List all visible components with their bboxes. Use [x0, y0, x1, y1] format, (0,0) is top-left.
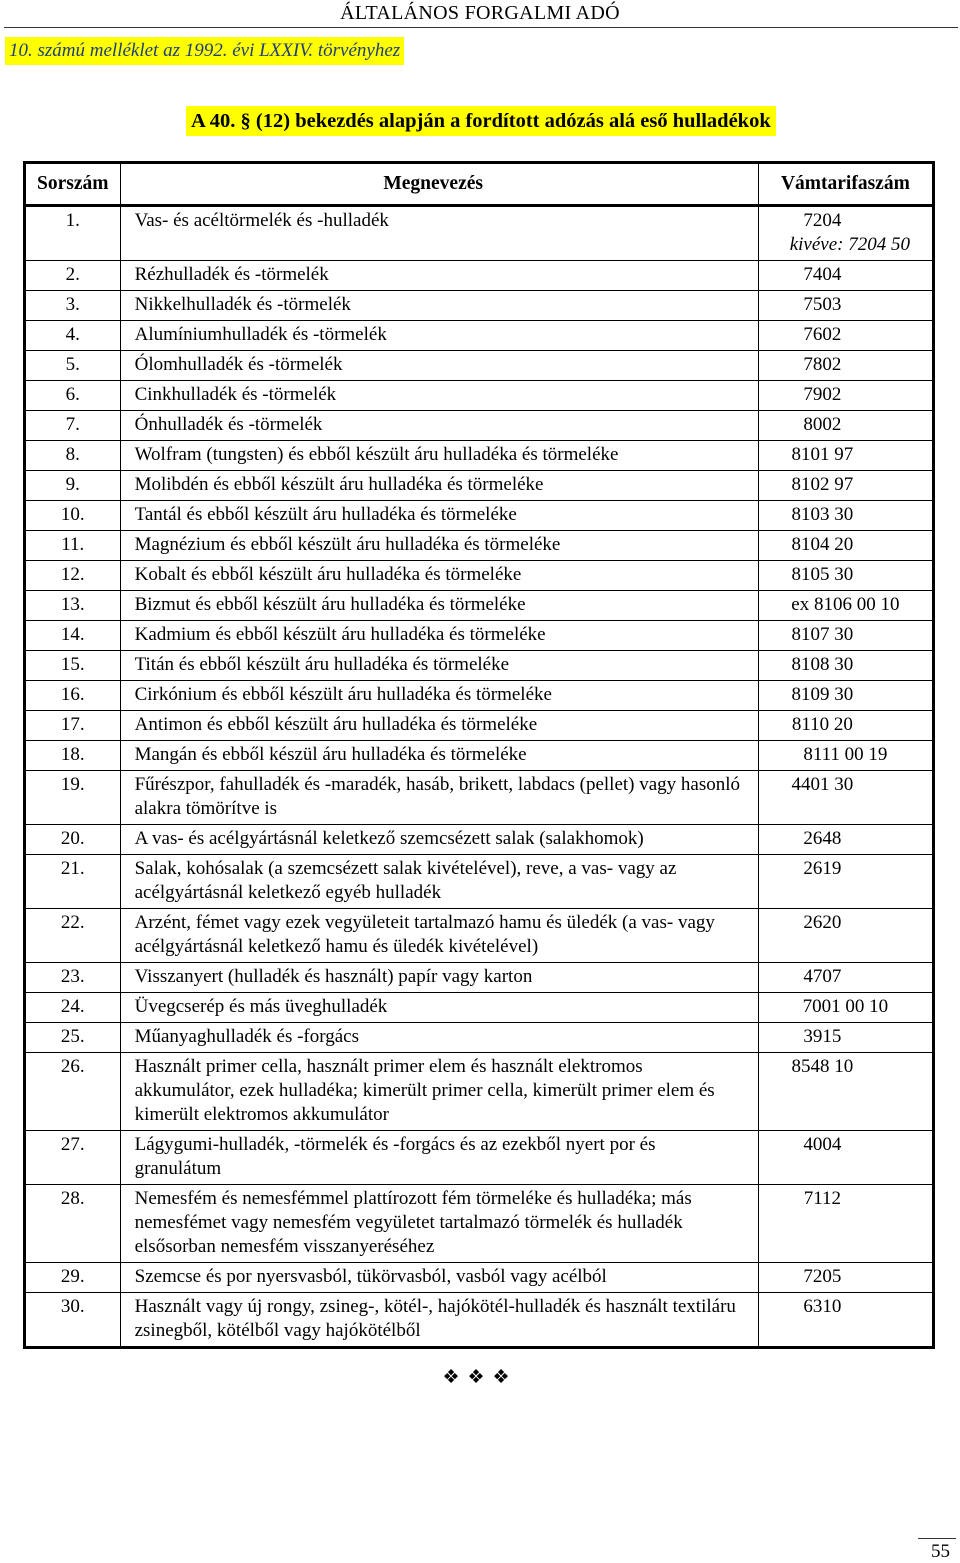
row-code: 3915 — [803, 1026, 842, 1047]
row-name: A vas- és acélgyártásnál keletkező szemcsézett salak (salakhomok) — [120, 825, 758, 855]
row-code: 6310 — [803, 1296, 842, 1317]
row-number: 22. — [25, 909, 121, 963]
table-row — [25, 825, 934, 855]
row-name: Használt vagy új rongy, zsineg-, kötél-, hajókötél-hulladék és használt textiláru zsinegből, kötélből vagy hajókötélből — [120, 1293, 758, 1348]
row-number: 15. — [25, 651, 121, 681]
row-code: 8110 20 — [791, 714, 853, 735]
row-number: 23. — [25, 963, 121, 993]
row-code-cell — [758, 681, 933, 711]
row-number: 8. — [25, 441, 121, 471]
row-name: Tantál és ebből készült áru hulladéka és törmeléke — [120, 501, 758, 531]
table-header-row — [25, 163, 934, 206]
table-row — [25, 261, 934, 291]
row-code-cell — [758, 591, 933, 621]
section-title: A 40. § (12) bekezdés alapján a fordított adózás alá eső hulladékok — [186, 106, 776, 136]
row-number: 26. — [25, 1053, 121, 1131]
table-row — [25, 771, 934, 825]
row-code-cell — [758, 909, 933, 963]
row-name: Vas- és acéltörmelék és -hulladék — [120, 206, 758, 261]
row-code: 7001 00 10 — [802, 996, 889, 1017]
table-row — [25, 963, 934, 993]
row-code-cell — [758, 381, 933, 411]
row-code: 8101 97 — [791, 444, 854, 465]
table-row — [25, 855, 934, 909]
row-number: 12. — [25, 561, 121, 591]
row-code: ex 8106 00 10 — [791, 594, 900, 615]
row-code-cell — [758, 1023, 933, 1053]
row-name: Nikkelhulladék és -törmelék — [120, 291, 758, 321]
row-code-cell — [758, 1185, 933, 1263]
table-row — [25, 909, 934, 963]
table-row — [25, 1263, 934, 1293]
row-code: 4004 — [803, 1134, 842, 1155]
row-number: 11. — [25, 531, 121, 561]
row-code-cell — [758, 771, 933, 825]
row-code-cell — [758, 825, 933, 855]
column-header-num: Sorszám — [25, 163, 121, 206]
page-number: 55 — [931, 1541, 950, 1562]
row-code-cell — [758, 531, 933, 561]
row-code-cell — [758, 261, 933, 291]
row-code-cell — [758, 711, 933, 741]
row-code-cell — [758, 741, 933, 771]
row-code: 8109 30 — [791, 684, 854, 705]
row-code-note: kivéve: 7204 50 — [789, 234, 910, 255]
row-code: 8104 20 — [791, 534, 854, 555]
row-code: 8102 97 — [791, 474, 854, 495]
row-number: 19. — [25, 771, 121, 825]
row-number: 16. — [25, 681, 121, 711]
table-row — [25, 351, 934, 381]
row-name: Wolfram (tungsten) és ebből készült áru hulladéka és törmeléke — [120, 441, 758, 471]
row-name: Antimon és ebből készült áru hulladéka és törmeléke — [120, 711, 758, 741]
divider-ornament: ❖❖❖ — [442, 1367, 518, 1388]
table-row — [25, 561, 934, 591]
row-code: 2648 — [803, 828, 842, 849]
row-code: 8548 10 — [791, 1056, 854, 1077]
row-number: 24. — [25, 993, 121, 1023]
table-row — [25, 741, 934, 771]
row-number: 5. — [25, 351, 121, 381]
row-name: Rézhulladék és -törmelék — [120, 261, 758, 291]
row-number: 10. — [25, 501, 121, 531]
row-name: Mangán és ebből készül áru hulladéka és törmeléke — [120, 741, 758, 771]
table-row — [25, 591, 934, 621]
row-code-cell — [758, 411, 933, 441]
table-row — [25, 441, 934, 471]
row-code: 4707 — [803, 966, 842, 987]
header-rule — [4, 27, 958, 28]
table-row — [25, 993, 934, 1023]
table-row — [25, 1053, 934, 1131]
row-number: 20. — [25, 825, 121, 855]
table-row — [25, 531, 934, 561]
row-name: Salak, kohósalak (a szemcsézett salak kivételével), reve, a vas- vagy az acélgyártásnál keletkező egyéb hulladék — [120, 855, 758, 909]
row-code-cell — [758, 993, 933, 1023]
table-row — [25, 411, 934, 441]
table-row — [25, 501, 934, 531]
document-header-title: ÁLTALÁNOS FORGALMI ADÓ — [340, 2, 620, 24]
row-code: 4401 30 — [791, 774, 854, 795]
table-row — [25, 711, 934, 741]
row-number: 3. — [25, 291, 121, 321]
annex-reference: 10. számú melléklet az 1992. évi LXXIV. törvényhez — [5, 37, 404, 65]
table-row — [25, 381, 934, 411]
row-name: Használt primer cella, használt primer elem és használt elektromos akkumulátor, ezek hulladéka; kimerült primer cella, kimerült primer elem és kimerült elektromos akkumulátor — [120, 1053, 758, 1131]
table-row — [25, 1131, 934, 1185]
row-code-cell — [758, 651, 933, 681]
row-code-cell — [758, 561, 933, 591]
row-code: 7204 — [803, 210, 842, 231]
row-code: 8105 30 — [791, 564, 854, 585]
row-number: 13. — [25, 591, 121, 621]
row-code-cell — [758, 1293, 933, 1348]
row-code: 7902 — [803, 384, 842, 405]
row-name: Alumíniumhulladék és -törmelék — [120, 321, 758, 351]
row-name: Arzént, fémet vagy ezek vegyületeit tartalmazó hamu és üledék (a vas- vagy acélgyártásnál keletkező hamu és üledék kivételével) — [120, 909, 758, 963]
table-row — [25, 681, 934, 711]
table-row — [25, 1185, 934, 1263]
table-row — [25, 321, 934, 351]
table-row — [25, 651, 934, 681]
row-name: Nemesfém és nemesfémmel plattírozott fém törmeléke és hulladéka; más nemesfémet vagy nemesfém vegyületet tartalmazó törmelék és hulladék elsősorban nemesfém visszanyeréséhez — [120, 1185, 758, 1263]
row-code-cell — [758, 1131, 933, 1185]
table-row — [25, 621, 934, 651]
row-name: Lágygumi-hulladék, -törmelék és -forgács és az ezekből nyert por és granulátum — [120, 1131, 758, 1185]
row-name: Titán és ebből készült áru hulladéka és törmeléke — [120, 651, 758, 681]
row-number: 28. — [25, 1185, 121, 1263]
row-code: 7404 — [803, 264, 842, 285]
row-code: 8108 30 — [791, 654, 854, 675]
page-number-rule — [918, 1538, 956, 1539]
row-name: Kadmium és ebből készült áru hulladéka és törmeléke — [120, 621, 758, 651]
row-number: 1. — [25, 206, 121, 261]
row-code-cell — [758, 963, 933, 993]
table-row — [25, 1023, 934, 1053]
row-number: 2. — [25, 261, 121, 291]
row-name: Cinkhulladék és -törmelék — [120, 381, 758, 411]
row-name: Fűrészpor, fahulladék és -maradék, hasáb, brikett, labdacs (pellet) vagy hasonló alakra tömörítve is — [120, 771, 758, 825]
row-name: Molibdén és ebből készült áru hulladéka és törmeléke — [120, 471, 758, 501]
row-number: 25. — [25, 1023, 121, 1053]
row-name: Szemcse és por nyersvasból, tükörvasból, vasból vagy acélból — [120, 1263, 758, 1293]
table-body — [25, 206, 934, 1348]
row-name: Üvegcserép és más üveghulladék — [120, 993, 758, 1023]
row-code: 2620 — [803, 912, 842, 933]
row-name: Műanyaghulladék és -forgács — [120, 1023, 758, 1053]
row-name: Bizmut és ebből készült áru hulladéka és törmeléke — [120, 591, 758, 621]
row-code-cell — [758, 351, 933, 381]
row-code-cell — [758, 1053, 933, 1131]
row-code: 7205 — [803, 1266, 842, 1287]
row-number: 4. — [25, 321, 121, 351]
row-code-cell — [758, 1263, 933, 1293]
row-name: Visszanyert (hulladék és használt) papír vagy karton — [120, 963, 758, 993]
row-number: 9. — [25, 471, 121, 501]
row-code-cell — [758, 441, 933, 471]
table-row — [25, 291, 934, 321]
row-number: 17. — [25, 711, 121, 741]
row-number: 30. — [25, 1293, 121, 1348]
table-row — [25, 1293, 934, 1348]
column-header-name: Megnevezés — [120, 163, 758, 206]
row-number: 29. — [25, 1263, 121, 1293]
row-code: 7112 — [803, 1188, 842, 1209]
table-row — [25, 471, 934, 501]
waste-table — [23, 161, 935, 1349]
row-code-cell — [758, 855, 933, 909]
row-number: 14. — [25, 621, 121, 651]
row-code-cell — [758, 621, 933, 651]
row-name: Ólomhulladék és -törmelék — [120, 351, 758, 381]
row-name: Ónhulladék és -törmelék — [120, 411, 758, 441]
row-code: 2619 — [803, 858, 842, 879]
column-header-code: Vámtarifaszám — [758, 163, 933, 206]
row-number: 6. — [25, 381, 121, 411]
row-code: 8002 — [803, 414, 842, 435]
row-code-cell — [758, 501, 933, 531]
row-code: 7602 — [803, 324, 842, 345]
row-code: 7802 — [803, 354, 842, 375]
row-code: 8111 00 19 — [803, 744, 888, 765]
row-code-cell — [758, 291, 933, 321]
row-name: Magnézium és ebből készült áru hulladéka és törmeléke — [120, 531, 758, 561]
row-number: 21. — [25, 855, 121, 909]
row-code-cell — [758, 206, 933, 261]
row-code: 7503 — [803, 294, 842, 315]
row-name: Cirkónium és ebből készült áru hulladéka és törmeléke — [120, 681, 758, 711]
table-row — [25, 206, 934, 261]
row-code: 8103 30 — [791, 504, 854, 525]
row-code: 8107 30 — [791, 624, 854, 645]
row-name: Kobalt és ebből készült áru hulladéka és törmeléke — [120, 561, 758, 591]
row-number: 18. — [25, 741, 121, 771]
row-number: 27. — [25, 1131, 121, 1185]
row-number: 7. — [25, 411, 121, 441]
row-code-cell — [758, 321, 933, 351]
row-code-cell — [758, 471, 933, 501]
